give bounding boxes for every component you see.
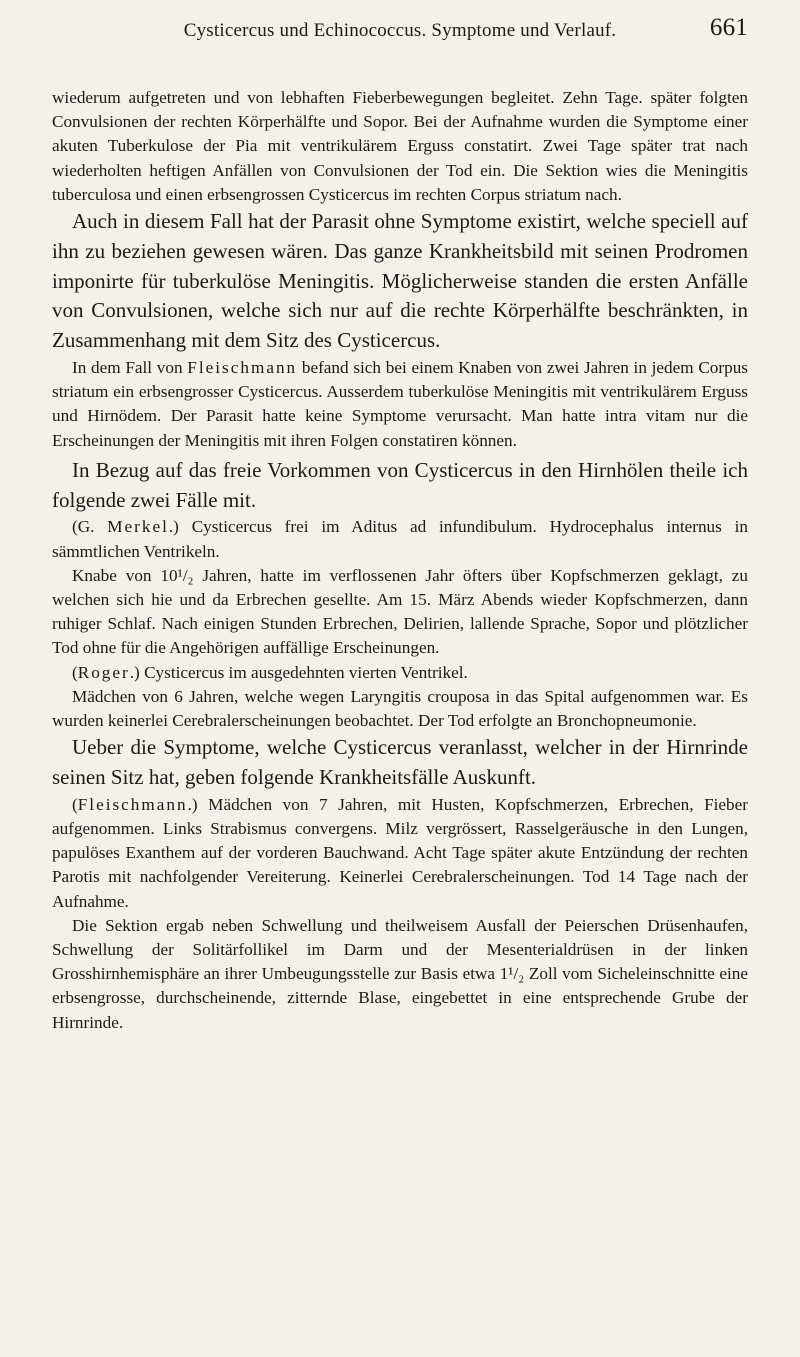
case-paragraph: Mädchen von 6 Jahren, welche wegen Laryngitis crouposa in das Spital aufgenommen war. Es wurden keinerlei Cerebralerscheinungen beobachtet. Der Tod erfolgte an Bronchopneumonie.	[52, 686, 748, 731]
case-paragraph: Die Sektion ergab neben Schwellung und theilweisem Ausfall der Peierschen Drüsenhaufen, Schwellung der Solitärfollikel im Darm und der Mesenterialdrüsen in der linken Grosshirnhemisphäre an ihrer Umbeugungsstelle zur Basis etwa 1¹/₂ Zoll vom Sicheleinschnitte eine erbsengrosse, durchscheinende, zitternde Blase, eingebettet in eine entsprechende Grube der Hirnrinde.	[52, 915, 748, 1032]
case-block-1	[52, 86, 748, 207]
case-heading	[52, 661, 748, 685]
commentary-paragraph: In Bezug auf das freie Vorkommen von Cysticercus in den Hirnhölen theile ich folgende zwei Fälle mit.	[52, 457, 748, 512]
text-segment: (	[72, 662, 78, 682]
commentary-paragraph: Ueber die Symptome, welche Cysticercus veranlasst, welcher in der Hirnrinde seinen Sitz hat, geben folgende Krankheitsfälle Auskunft.	[52, 735, 748, 790]
text-segment: (	[72, 794, 78, 814]
text-segment: In dem Fall von	[72, 358, 188, 377]
case-paragraph: wiederum aufgetreten und von lebhaften Fieberbewegungen begleitet. Zehn Tage. später folgten Convulsionen der rechten Körperhälfte und Sopor. Bei der Aufnahme wurden die Symptome einer akuten Tuberkulose der Pia mit ventrikulärem Erguss constatirt. Zwei Tage später trat nach wiederholten heftigen Anfällen von Convulsionen der Tod ein. Die Sektion wies die Meningitis tuberculosa und einen erbsengrossen Cysticercus im rechten Corpus striatum nach.	[52, 88, 748, 204]
case-heading	[52, 515, 748, 563]
case-block-2	[52, 356, 748, 453]
text-segment: .) Cysticercus im ausgedehnten vierten Ventrikel.	[129, 662, 468, 682]
text-segment: .) Mädchen von 7 Jahren, mit Husten, Kopfschmerzen, Erbrechen, Fieber aufgenommen. Links Strabismus convergens. Milz vergrössert, Rasselgeräusche in den Lungen, papulöses Exanthem auf der vorderen Bauchwand. Acht Tage später akute Entzündung der rechten Parotis mit nachfolgender Vereiterung. Keinerlei Cerebralerscheinungen. Tod 14 Tage nach der Aufnahme.	[52, 794, 748, 911]
text-segment: .) Cysticercus frei im Aditus ad infundibulum. Hydrocephalus internus in sämmtlichen Ventrikeln.	[52, 517, 748, 561]
case-paragraph	[52, 356, 748, 453]
running-head	[52, 12, 748, 56]
text-segment: befand sich bei einem Knaben von zwei Jahren in jedem Corpus striatum ein erbsengrosser Cysticercus. Ausserdem tuberkulöse Meningitis mit ventrikulärem Erguss und Hirnödem. Der Parasit hatte keine Symptome verursacht. Man hatte intra vitam nur die Erscheinungen der Meningitis mit ihren Folgen constatiren können.	[52, 358, 748, 450]
page-body	[52, 86, 748, 1035]
case-paragraph: Knabe von 10¹/₂ Jahren, hatte im verflossenen Jahr öfters über Kopfschmerzen geklagt, zu welchen sich hie und da Erbrechen gesellte. Am 15. März Abends wieder Kopfschmerzen, dann ruhiger Schlaf. Nach einigen Stunden Erbrechen, Delirien, lallende Sprache, Sopor und plötzlicher Tod ohne für die Angehörigen auffällige Erscheinungen.	[52, 565, 748, 658]
text-segment: (G.	[72, 517, 108, 537]
case-paragraph	[52, 793, 748, 914]
case-block-3	[52, 515, 748, 733]
author-name: Fleischmann	[187, 358, 298, 377]
running-head-title: Cysticercus und Echinococcus. Symptome und Verlauf.	[183, 20, 617, 41]
commentary-paragraph: Auch in diesem Fall hat der Parasit ohne Symptome existirt, welche speciell auf ihn zu beziehen gewesen wären. Das ganze Krankheitsbild mit seinen Prodromen imponirte für tuberkulöse Meningitis. Möglicherweise standen die ersten Anfälle von Convulsionen, welche sich nur auf die rechte Körperhälfte beschränkten, in Zusammenhang mit dem Sitz des Cysticercus.	[52, 209, 748, 353]
case-block-4	[52, 793, 748, 1035]
author-name: Roger	[77, 662, 130, 682]
page-number: 661	[709, 14, 748, 41]
author-name: Fleischmann	[77, 794, 188, 814]
author-name: Merkel	[107, 517, 169, 537]
